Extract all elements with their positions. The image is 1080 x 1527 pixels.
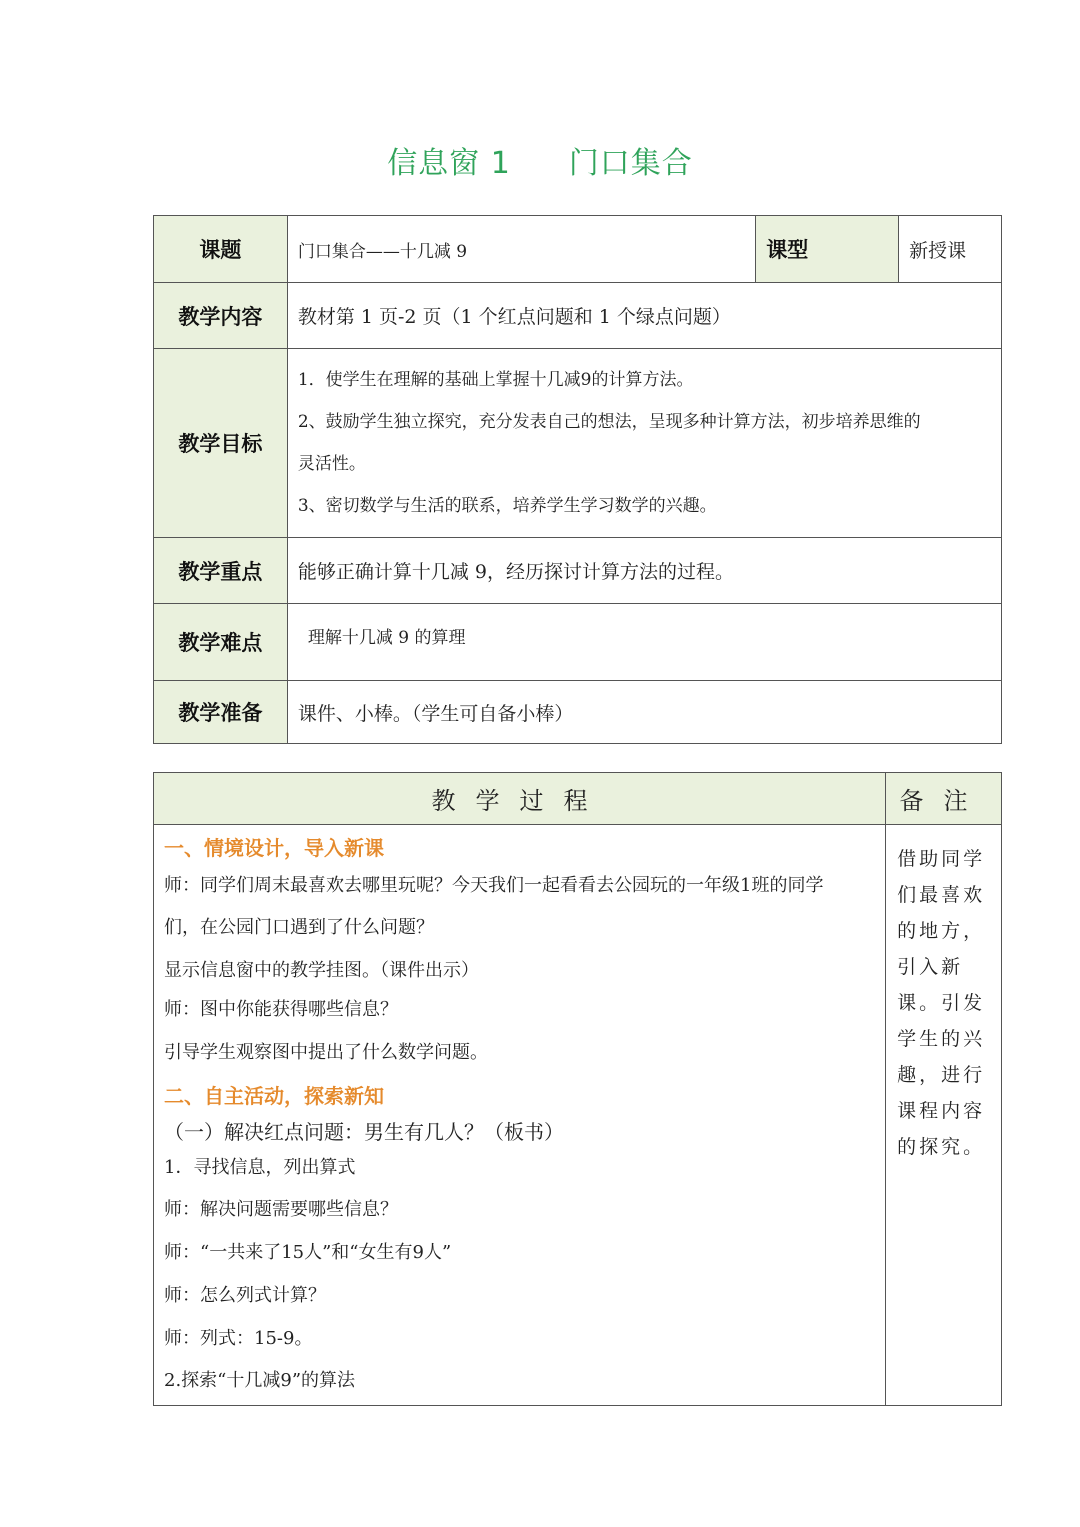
topic-label: 课题 [154,216,288,283]
difficulty-label: 教学难点 [154,604,288,681]
content-label: 教学内容 [154,283,288,349]
title-part2: 门口集合 [568,146,693,181]
content-value: 教材第 1 页-2 页（1 个红点问题和 1 个绿点问题） [287,283,1001,349]
goal-line: 3、密切数学与生活的联系，培养学生学习数学的兴趣。 [297,496,717,516]
process-line: 2.探索“十几减9”的算法 [164,1370,356,1391]
key-value: 能够正确计算十几减 9，经历探讨计算方法的过程。 [287,538,1001,604]
goal-line: 灵活性。 [297,454,366,474]
note-header: 备注 [886,773,1002,825]
difficulty-value: 理解十几减 9 的算理 [287,604,1001,681]
process-line: 们，在公园门口遇到了什么问题？ [164,917,434,938]
process-line: 师：图中你能获得哪些信息？ [164,999,398,1020]
type-label: 课型 [756,216,899,283]
key-label: 教学重点 [154,538,288,604]
process-line: 显示信息窗中的教学挂图。（课件出示） [164,960,479,981]
process-line: 1．寻找信息，列出算式 [164,1157,356,1178]
prep-value: 课件、小棒。（学生可自备小棒） [287,681,1001,744]
prep-label: 教学准备 [154,681,288,744]
goals-label: 教学目标 [154,349,288,538]
process-line: 师：列式：15-9。 [164,1328,313,1349]
topic-value: 门口集合——十几减 9 [287,216,755,283]
lesson-info-table [153,215,1002,744]
section-heading: 一、情境设计，导入新课 [164,836,384,860]
subsection-heading: （一）解决红点问题：男生有几人？（板书） [164,1120,564,1144]
page-title [0,138,1080,182]
note-text: 借助同学们最喜欢的地方，引入新课。引发学生的兴趣，进行课程内容的探究。 [886,825,1002,1406]
process-line: 师：“一共来了15人”和“女生有9人” [164,1242,452,1263]
type-value: 新授课 [899,216,1002,283]
section-heading: 二、自主活动，探索新知 [164,1084,384,1108]
process-line: 引导学生观察图中提出了什么数学问题。 [164,1042,488,1063]
process-header: 教学过程 [154,773,886,825]
teaching-process-table [153,772,1002,1406]
goals-cell [287,349,1001,538]
goal-line: 1．使学生在理解的基础上掌握十几减9的计算方法。 [297,370,694,390]
process-line: 师：解决问题需要哪些信息？ [164,1199,398,1220]
process-line: 师：同学们周末最喜欢去哪里玩呢？今天我们一起看看去公园玩的一年级1班的同学 [164,875,824,896]
process-body [154,825,886,1406]
process-line: 师：怎么列式计算？ [164,1285,326,1306]
goal-line: 2、鼓励学生独立探究，充分发表自己的想法，呈现多种计算方法，初步培养思维的 [297,412,921,432]
title-part1: 信息窗 1 [387,146,511,181]
